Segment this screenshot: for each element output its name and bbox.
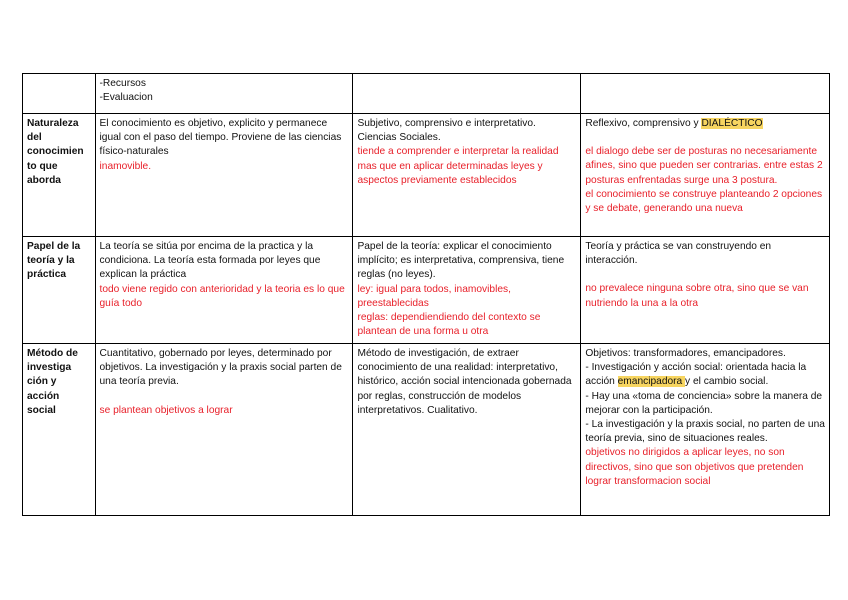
cell-col1 bbox=[95, 114, 353, 237]
cell-text: - Hay una «toma de conciencia» sobre la manera de mejorar con la participación. bbox=[585, 390, 823, 416]
cell-note: objetivos no dirigidos a aplicar leyes, no son directivos, sino que son objetivos que pretenden lograr transformacion social bbox=[585, 447, 804, 487]
table-row bbox=[23, 114, 830, 237]
cell-col3 bbox=[581, 114, 830, 237]
row-label-cell bbox=[23, 74, 96, 114]
cell-text: El conocimiento es objetivo, explicito y permanece igual con el paso del tiempo. Proviene de las ciencias físico-naturales bbox=[99, 118, 342, 158]
cell-note: reglas: dependiendiendo del contexto se plantean de una forma u otra bbox=[357, 312, 541, 338]
cell-text-prefix: Reflexivo, comprensivo y bbox=[585, 118, 702, 129]
cell-text-prefix: - Investigación y acción social: orientada hacia la acción bbox=[585, 362, 807, 388]
cell-text-suffix: y el cambio social. bbox=[685, 376, 769, 388]
cell-col3 bbox=[581, 344, 830, 516]
cell-col3 bbox=[581, 74, 830, 114]
row-label-cell: Naturaleza del conocimien to que aborda bbox=[23, 114, 96, 237]
cell-col3 bbox=[581, 237, 830, 344]
cell-col2 bbox=[353, 344, 581, 516]
cell-col2 bbox=[353, 237, 581, 344]
cell-text: Cuantitativo, gobernado por leyes, determinado por objetivos. La investigación y la praxis social parten de una teoría previa. bbox=[99, 348, 342, 388]
cell-note: el conocimiento se construye planteando 2 opciones y se debate, generando una nueva bbox=[585, 188, 823, 215]
cell-text: Papel de la teoría: explicar el conocimiento implícito; es interpretativa, comprensiva, tiene reglas (no leyes). bbox=[357, 241, 565, 281]
cell-text: Método de investigación, de extraer conocimiento de una realidad: interpretativo, histórico, acción social intencionada gobernada por reglas, construcción de modelos interpretativos. Cualitativo. bbox=[357, 348, 572, 416]
cell-text: Subjetivo, comprensivo e interpretativo. Ciencias Sociales. bbox=[357, 118, 536, 144]
cell-note: no prevalece ninguna sobre otra, sino que se van nutriendo la una a la otra bbox=[585, 283, 809, 309]
row-label-cell: Método de investiga ción y acción social bbox=[23, 344, 96, 516]
cell-col2 bbox=[353, 74, 581, 114]
cell-note: se plantean objetivos a lograr bbox=[99, 404, 233, 416]
cell-note: inamovible. bbox=[99, 160, 152, 172]
cell-text: La teoría se sitúa por encima de la practica y la condiciona. La teoría esta formada por leyes que explican la práctica bbox=[99, 241, 321, 281]
cell-text: Objetivos: transformadores, emancipadores. bbox=[585, 348, 786, 359]
cell-text bbox=[585, 361, 825, 389]
cell-note: tiende a comprender e interpretar la realidad mas que en aplicar determinadas leyes y aspectos previamente establecidos bbox=[357, 146, 559, 186]
comparison-table bbox=[22, 73, 830, 516]
list-item: -Evaluacion bbox=[99, 92, 153, 104]
cell-text bbox=[585, 117, 825, 131]
table-row bbox=[23, 344, 830, 516]
cell-col1 bbox=[95, 74, 353, 114]
highlighted-term: DIALÉCTICO bbox=[701, 118, 763, 129]
cell-col1 bbox=[95, 344, 353, 516]
table-row bbox=[23, 237, 830, 344]
table-row bbox=[23, 74, 830, 114]
cell-text: - La investigación y la praxis social, no parten de una teoría previa, sino de situaciones reales. bbox=[585, 419, 825, 445]
cell-note: ley: igual para todos, inamovibles, preestablecidas bbox=[357, 283, 511, 309]
highlighted-term: emancipadora bbox=[617, 376, 686, 388]
cell-note: todo viene regido con anterioridad y la teoria es lo que guía todo bbox=[99, 283, 345, 309]
row-label-cell: Papel de la teoría y la práctica bbox=[23, 237, 96, 344]
cell-note: el dialogo debe ser de posturas no necesariamente afines, sino que pueden ser contrarias. entre estas 2 posturas enfrentadas surge una 3 postura. bbox=[585, 146, 823, 186]
cell-text: Teoría y práctica se van construyendo en interacción. bbox=[585, 241, 772, 267]
spacer bbox=[585, 268, 825, 282]
cell-col2 bbox=[353, 114, 581, 237]
cell-col1 bbox=[95, 237, 353, 344]
list-item: -Recursos bbox=[99, 78, 146, 89]
spacer bbox=[585, 131, 825, 145]
spacer bbox=[100, 390, 349, 404]
